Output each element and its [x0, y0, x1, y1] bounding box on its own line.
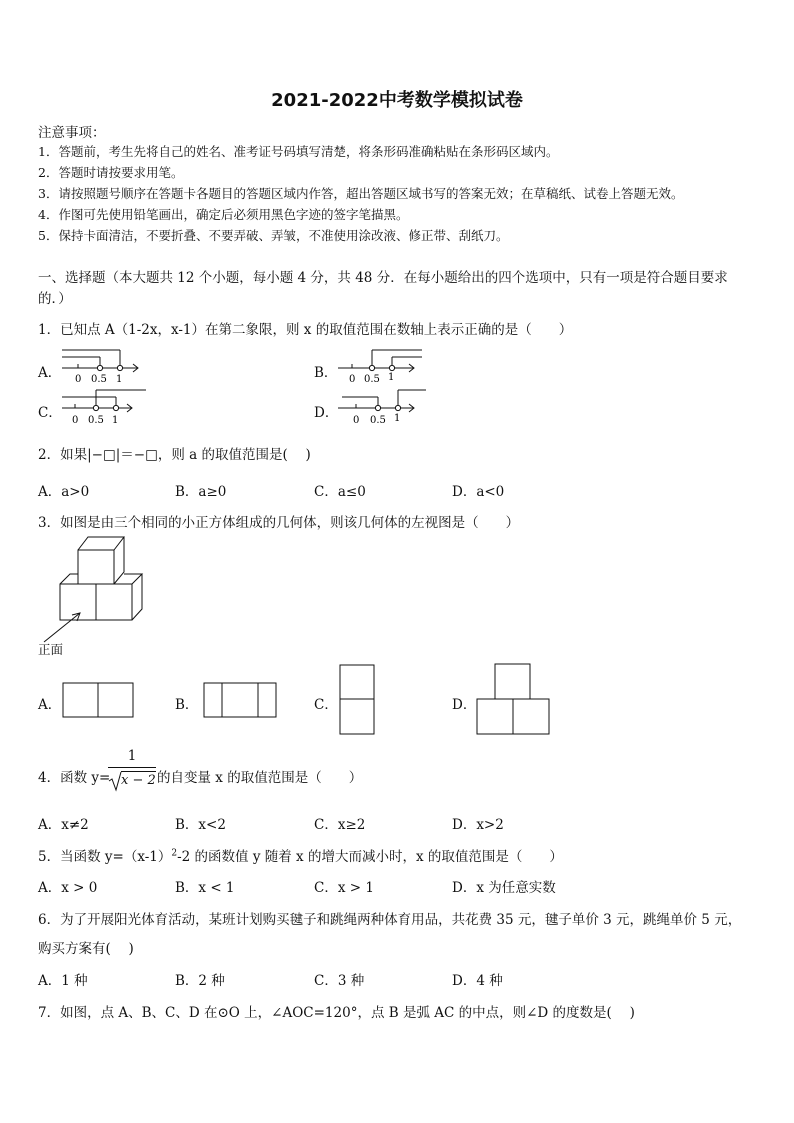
- svg-text:0.5: 0.5: [370, 415, 386, 425]
- q3-option-b-label: B．: [175, 697, 199, 713]
- section-heading-line1: 一、选择题（本大题共 12 个小题，每小题 4 分，共 48 分．在每小题给出的四个选项中，只有一项是符合题目要求: [38, 270, 728, 286]
- q3-option-a-view: [62, 682, 136, 720]
- svg-text:1: 1: [388, 372, 395, 383]
- svg-text:0.5: 0.5: [88, 415, 104, 425]
- notice-item-3: 3．请按照题号顺序在答题卡各题目的答题区域内作答，超出答题区域书写的答案无效；在草稿纸、试卷上答题无效。: [38, 186, 684, 201]
- q1a-tick-1: 1: [116, 374, 123, 385]
- q7-stem: 7．如图，点 A、B、C、D 在⊙O 上，∠AOC=120°，点 B 是弧 AC 的中点，则∠D 的度数是( ): [38, 1005, 635, 1021]
- q1-option-c-numberline: [60, 385, 150, 425]
- q2-option-c: C．a≤0: [314, 484, 366, 500]
- notice-item-1: 1．答题前，考生先将自己的姓名、准考证号码填写清楚，将条形码准确粘贴在条形码区域内。: [38, 144, 559, 159]
- q4-stem-post: 的自变量 x 的取值范围是（ ）: [157, 770, 363, 786]
- q3-stem: 3．如图是由三个相同的小正方体组成的几何体，则该几何体的左视图是（ ）: [38, 515, 520, 531]
- q3-front-label: 正面: [38, 642, 64, 657]
- q4-stem-pre: 4．函数 y=: [38, 770, 111, 786]
- q3-option-c-label: C．: [314, 697, 338, 713]
- svg-text:0: 0: [353, 415, 360, 425]
- section-heading-line2: 的．）: [38, 291, 72, 307]
- q4-frac-denominator: x − 2: [121, 773, 156, 788]
- q3-solid-figure: [38, 533, 168, 655]
- q4-option-d: D．x>2: [452, 817, 504, 833]
- q3-option-b-view: [203, 682, 279, 720]
- q4-option-b: B．x<2: [175, 817, 226, 833]
- q1-option-d-label: D．: [314, 405, 339, 421]
- notice-item-2: 2．答题时请按要求用笔。: [38, 165, 184, 180]
- q5-stem: 5．当函数 $y=(x-1)^2-2$ 的函数值 y 随着 x 的增大而减小时，x 的取值范围是（ ）: [38, 848, 563, 865]
- q6-option-a: A．1 种: [38, 973, 88, 989]
- q5-option-b: B．x < 1: [175, 880, 235, 896]
- svg-text:1: 1: [394, 413, 401, 424]
- q1-stem: 1．已知点 A（1-2x，x-1）在第二象限，则 x 的取值范围在数轴上表示正确的是（ ）: [38, 322, 573, 338]
- q1-option-a-label: A．: [38, 365, 62, 381]
- q5-option-d: D．x 为任意实数: [452, 880, 556, 896]
- q1a-tick-05: 0.5: [91, 374, 107, 385]
- q6-option-c: C．3 种: [314, 973, 365, 989]
- q4-frac-bar: [108, 767, 156, 768]
- q2-stem: 2．如果|−□|＝−□，则 a 的取值范围是( ): [38, 447, 311, 463]
- q4-option-a: A．x≠2: [38, 817, 89, 833]
- svg-text:0: 0: [349, 374, 356, 385]
- q3-option-c-view: [339, 664, 377, 736]
- q5-option-c: C．x > 1: [314, 880, 374, 896]
- q6-stem-line2: 购买方案有( ): [38, 941, 134, 957]
- q1-option-c-label: C．: [38, 405, 62, 421]
- q3-option-a-label: A．: [38, 697, 62, 713]
- q1-option-a-numberline: [60, 345, 150, 385]
- q2-option-d: D．a<0: [452, 484, 505, 500]
- notice-heading: 注意事项：: [38, 125, 106, 141]
- svg-text:1: 1: [112, 415, 119, 425]
- q2-option-a: A．a>0: [38, 484, 90, 500]
- svg-text:0.5: 0.5: [364, 374, 380, 385]
- q5-option-a: A．x > 0: [38, 880, 98, 896]
- svg-text:0: 0: [72, 415, 79, 425]
- notice-item-5: 5．保持卡面清洁，不要折叠、不要弄破、弄皱，不准使用涂改液、修正带、刮纸刀。: [38, 228, 509, 243]
- q1-option-b-numberline: [336, 345, 426, 385]
- q1a-tick-0: 0: [75, 374, 82, 385]
- notice-item-4: 4．作图可先使用铅笔画出，确定后必须用黑色字迹的签字笔描黑。: [38, 207, 409, 222]
- sqrt-icon: [108, 770, 122, 792]
- q1-option-d-numberline: [336, 385, 426, 425]
- q6-option-d: D．4 种: [452, 973, 503, 989]
- page-title: 2021-2022中考数学模拟试卷: [271, 90, 523, 111]
- q6-option-b: B．2 种: [175, 973, 225, 989]
- q2-option-b: B．a≥0: [175, 484, 227, 500]
- q1-option-b-label: B．: [314, 365, 338, 381]
- q4-option-c: C．x≥2: [314, 817, 366, 833]
- q4-frac-numerator: 1: [127, 748, 137, 764]
- q3-option-d-label: D．: [452, 697, 477, 713]
- q3-option-d-view: [476, 663, 552, 737]
- q6-stem-line1: 6．为了开展阳光体育活动，某班计划购买毽子和跳绳两种体育用品，共花费 35 元，毽子单价 3 元，跳绳单价 5 元，: [38, 912, 742, 928]
